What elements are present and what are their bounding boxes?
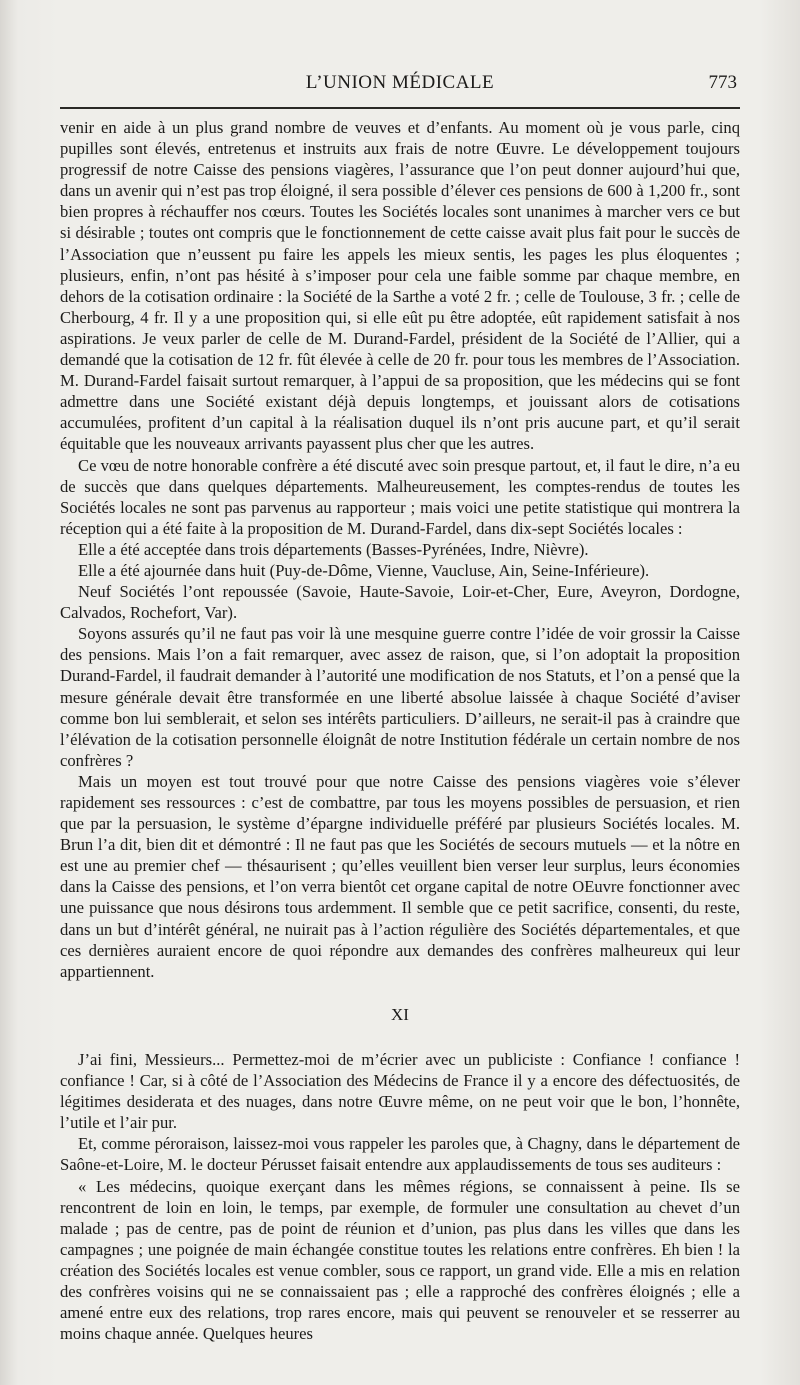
running-title: L’UNION MÉDICALE <box>305 72 495 93</box>
section-heading: XI <box>391 1004 409 1024</box>
paragraph: J’ai fini, Messieurs... Permettez-moi de m’écrier avec un publiciste : Confiance ! confiance ! confiance ! Car, si à côté de l’Association des Médecins de France il y a encore des défectuosités, de légitimes desiderata et des nuages, dans notre Œuvre même, on ne peut voir que le bon, l’honnête, l’utile et l’air pur. <box>60 1049 740 1133</box>
running-header <box>60 72 740 102</box>
paragraph: Elle a été acceptée dans trois départements (Basses-Pyrénées, Indre, Nièvre). <box>78 539 589 559</box>
paragraph: Neuf Sociétés l’ont repoussée (Savoie, Haute-Savoie, Loir-et-Cher, Eure, Aveyron, Dordogne, Calvados, Rochefort, Var). <box>60 582 740 623</box>
paragraph: Et, comme péroraison, laissez-moi vous rappeler les paroles que, à Chagny, dans le département de Saône-et-Loire, M. le docteur Pérusset faisait entendre aux applaudissements de tous ses auditeurs : <box>60 1134 740 1175</box>
paragraph: venir en aide à un plus grand nombre de veuves et d’enfants. Au moment où je vous parle, cinq pupilles sont élevés, entretenus et instruits aux frais de notre Œuvre. Le développement toujours progressif de notre Caisse des pensions viagères, l’assurance que l’on peut donner aujourd’hui que, dans un avenir qui n’est pas trop éloigné, il sera possible d’élever ces pensions de 600 à 1,200 fr., sont bien propres à réchauffer nos cœurs. Toutes les Sociétés locales sont unanimes à marcher vers ce but si désirable ; toutes ont compris que le fonctionnement de cette caisse avait plus fait pour le succès de l’Association que n’eussent pu faire les appels les mieux sentis, les pages les plus éloquentes ; plusieurs, enfin, n’ont pas hésité à s’imposer pour cela une faible somme par chaque membre, en dehors de la cotisation ordinaire : la Société de la Sarthe a voté 2 fr. ; celle de Toulouse, 3 fr. ; celle de Cherbourg, 4 fr. Il y a une proposition qui, si elle eût pu être adoptée, eût rapidement satisfait à nos aspirations. Je veux parler de celle de M. Durand-Fardel, président de la Société de l’Allier, qui a demandé que la cotisation de 12 fr. fût élevée à celle de 20 fr. pour tous les membres de l’Association. M. Durand-Fardel faisait surtout remarquer, à l’appui de sa proposition, que les médecins qui se font admettre dans une Société existant déjà depuis longtemps, et jouissant alors de cotisations accumulées, profitent d’un capital à la réalisation duquel ils n’ont pris aucune part, et qu’il serait équitable que les nouveaux arrivants payassent plus cher que les autres. <box>60 118 740 454</box>
paragraph: « Les médecins, quoique exerçant dans les mêmes régions, se connaissent à peine. Ils se rencontrent de loin en loin, le temps, par exemple, de formuler une consultation au chevet d’un malade ; pas de centre, pas de point de réunion et d’union, pas plus dans les villes que dans les campagnes ; une poignée de main échangée constitue toutes les relations entre confrères. Eh bien ! la création des Sociétés locales est venue combler, sous ce rapport, un grand vide. Elle a mis en relation des confrères voisins qui ne se connaissaient pas ; elle a rapproché des confrères éloignés ; elle a amené entre eux des relations, trop rares encore, mais qui peuvent se renouveler et se resserrer au moins chaque année. Quelques heures <box>60 1176 740 1344</box>
article-body <box>60 117 740 1344</box>
header-rule <box>60 107 740 109</box>
paragraph: Mais un moyen est tout trouvé pour que notre Caisse des pensions viagères voie s’élever rapidement ses ressources : c’est de combattre, par tous les moyens possibles de persuasion, et rien que par la persuasion, le système d’épargne individuelle préféré par plusieurs Sociétés locales. M. Brun l’a dit, bien dit et démontré : Il ne faut pas que les Sociétés de secours mutuels — et la nôtre en est une au premier chef — thésaurisent ; qu’elles veuillent bien verser leur surplus, leurs économies dans la Caisse des pensions, et l’on verra bientôt cet organe capital de notre OEuvre fonctionner avec une puissance que nous désirons tous ardemment. Il semble que ce petit sacrifice, consenti, du reste, dans un but d’intérêt général, ne nuirait pas à l’action régulière des Sociétés départementales, et que ces dernières auraient encore de quoi répondre aux demandes des confrères malheureux qui leur appartiennent. <box>60 771 740 981</box>
paragraph: Elle a été ajournée dans huit (Puy-de-Dôme, Vienne, Vaucluse, Ain, Seine-Inférieure). <box>78 560 650 580</box>
page-number: 773 <box>708 72 737 93</box>
paragraph: Soyons assurés qu’il ne faut pas voir là une mesquine guerre contre l’idée de voir grossir la Caisse des pensions. Mais l’on a fait remarquer, avec assez de raison, que, si l’on adoptait la proposition Durand-Fardel, il faudrait demander à l’autorité une modification de nos Statuts, et l’on a pensé que la mesure générale devait être transformée en une liberté absolue laissée à chaque Société d’aviser comme bon lui semblerait, et selon ses intérêts particuliers. D’ailleurs, ne serait-il pas à craindre que l’élévation de la cotisation personnelle éloignât de notre Institution fédérale un certain nombre de nos confrères ? <box>60 624 740 770</box>
paragraph: Ce vœu de notre honorable confrère a été discuté avec soin presque partout, et, il faut le dire, n’a eu de succès que dans quelques départements. Malheureusement, les comptes-rendus de toutes les Sociétés locales ne sont pas parvenus au rapporteur ; mais voici une petite statistique qui montrera la réception qui a été faite à la proposition de M. Durand-Fardel, dans dix-sept Sociétés locales : <box>60 455 740 538</box>
